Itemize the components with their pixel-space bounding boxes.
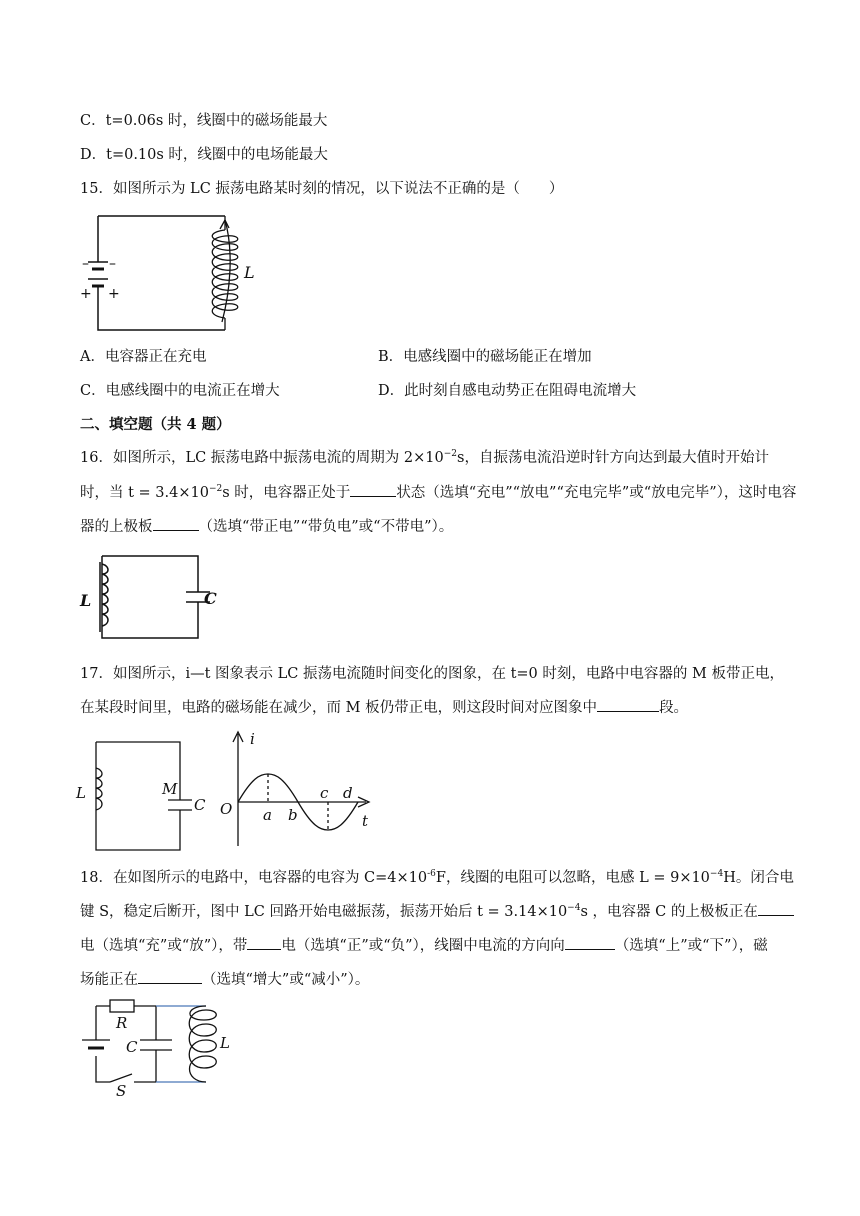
q18-circuit-figure — [76, 996, 246, 1100]
q17-blank-segment[interactable] — [597, 697, 659, 712]
q16-text-3a: 器的上极板 — [80, 519, 153, 535]
q16-text-1b: s，自振荡电流沿逆时针方向达到最大值时开始计 — [457, 450, 769, 466]
q18-line-2 — [80, 901, 794, 923]
q17-text-2a: 在某段时间里，电路的磁场能在减少，而 M 板仍带正电，则这段时间对应图象中 — [80, 700, 598, 716]
q18-blank-direction[interactable] — [565, 935, 615, 950]
q15-option-d: D．此时刻自感电动势正在阻碍电流增大 — [378, 383, 637, 399]
q18-capacitance-exponent: -6 — [427, 869, 436, 879]
q18-blank-charge-discharge[interactable] — [758, 901, 794, 916]
q16-label-capacitor: C — [204, 589, 217, 608]
q17-label-point-c: c — [320, 784, 329, 802]
q16-time-exponent: −2 — [208, 484, 223, 494]
q18-text-1c: H。闭合电 — [723, 870, 794, 886]
q15-option-b: B．电感线圈中的磁场能正在增加 — [378, 349, 592, 365]
q17-circuit-and-graph-figure — [76, 728, 376, 854]
q16-line-3 — [80, 516, 453, 538]
q18-label-resistor: R — [116, 1014, 128, 1032]
q18-line-4 — [80, 969, 369, 991]
q16-line-1 — [80, 447, 769, 469]
q17-label-point-a: a — [263, 806, 272, 824]
q18-blank-magnetic[interactable] — [138, 969, 202, 984]
q18-blank-sign[interactable] — [247, 935, 281, 950]
q18-text-1b: F，线圈的电阻可以忽略，电感 L = 9×10 — [435, 870, 710, 886]
q16-period-math: 2×10 — [403, 450, 444, 466]
q16-blank-charge[interactable] — [153, 516, 199, 531]
q17-label-point-d: d — [343, 784, 353, 802]
q17-text-2b: 段。 — [659, 700, 689, 716]
q15-label-inductor: L — [244, 263, 255, 282]
q18-line-1 — [80, 867, 794, 889]
section-title-fill-in: 二、填空题（共 4 题） — [80, 416, 231, 433]
q15-lc-circuit-figure — [80, 212, 270, 337]
q18-label-capacitor: C — [126, 1038, 138, 1056]
q16-text-1a: 16．如图所示，LC 振荡电路中振荡电流的周期为 — [80, 450, 404, 466]
q15-stem: 15．如图所示为 LC 振荡电路某时刻的情况，以下说法不正确的是（ ） — [80, 181, 564, 197]
q16-blank-state[interactable] — [350, 482, 396, 497]
q17-label-point-b: b — [288, 806, 298, 824]
q17-line-2 — [80, 697, 688, 719]
q17-label-capacitor: C — [194, 796, 206, 814]
q16-line-2 — [80, 482, 796, 504]
q16-text-2a: 时，当 t = 3.4×10 — [80, 485, 209, 501]
q16-text-2c: 状态（选填“充电”“放电”“充电完毕”或“放电完毕”），这时电容 — [396, 485, 797, 501]
q15-option-c: C．电感线圈中的电流正在增大 — [80, 383, 280, 399]
q18-label-switch: S — [116, 1082, 127, 1100]
q18-text-3a: 电（选填“充”或“放”），带 — [80, 938, 248, 954]
q15-label-plus-right: + — [108, 286, 120, 302]
q15-label-plus-left: + — [80, 286, 92, 302]
q16-text-3b: （选填“带正电”“带负电”或“不带电”）。 — [198, 519, 454, 535]
q18-line-3 — [80, 935, 768, 957]
q14-option-d: D．t=0.10s 时，线圈中的电场能最大 — [80, 147, 328, 163]
q17-line-1: 17．如图所示，i—t 图象表示 LC 振荡电流随时间变化的图象，在 t=0 时刻，电路中电容器的 M 板带正电， — [80, 666, 784, 682]
q17-label-origin: O — [220, 800, 233, 818]
q18-text-3b: 电（选填“正”或“负”），线圈中电流的方向向 — [281, 938, 565, 954]
q17-label-inductor: L — [76, 784, 86, 802]
q15-label-minus-right: – — [109, 256, 116, 272]
q17-label-axis-i: i — [250, 730, 255, 748]
q15-label-minus-left: – — [82, 256, 89, 272]
q18-inductance-exponent: −4 — [709, 869, 724, 879]
q17-label-axis-t: t — [362, 812, 369, 830]
q16-period-exponent: −2 — [443, 449, 457, 459]
q18-time-exponent: −4 — [567, 903, 581, 913]
q18-text-2a: 键 S，稳定后断开，图中 LC 回路开始电磁振荡，振荡开始后 t = 3.14×10 — [80, 904, 568, 920]
q16-label-inductor: L — [80, 591, 92, 610]
q15-option-a: A．电容器正在充电 — [80, 349, 207, 365]
q14-option-c: C．t=0.06s 时，线圈中的磁场能最大 — [80, 113, 328, 129]
q17-label-plate-m: M — [162, 780, 178, 798]
q18-text-1a: 18．在如图所示的电路中，电容器的电容为 C=4×10 — [80, 870, 428, 886]
q16-text-2b: s 时，电容器正处于 — [222, 485, 351, 501]
q18-text-3c: （选填“上”或“下”），磁 — [614, 938, 768, 954]
q18-label-inductor: L — [220, 1034, 230, 1052]
q18-text-4b: （选填“增大”或“减小”）。 — [202, 972, 370, 988]
q18-text-2b: s ，电容器 C 的上极板正在 — [580, 904, 758, 920]
q18-text-4a: 场能正在 — [80, 972, 138, 988]
q16-lc-circuit-figure — [80, 550, 230, 646]
